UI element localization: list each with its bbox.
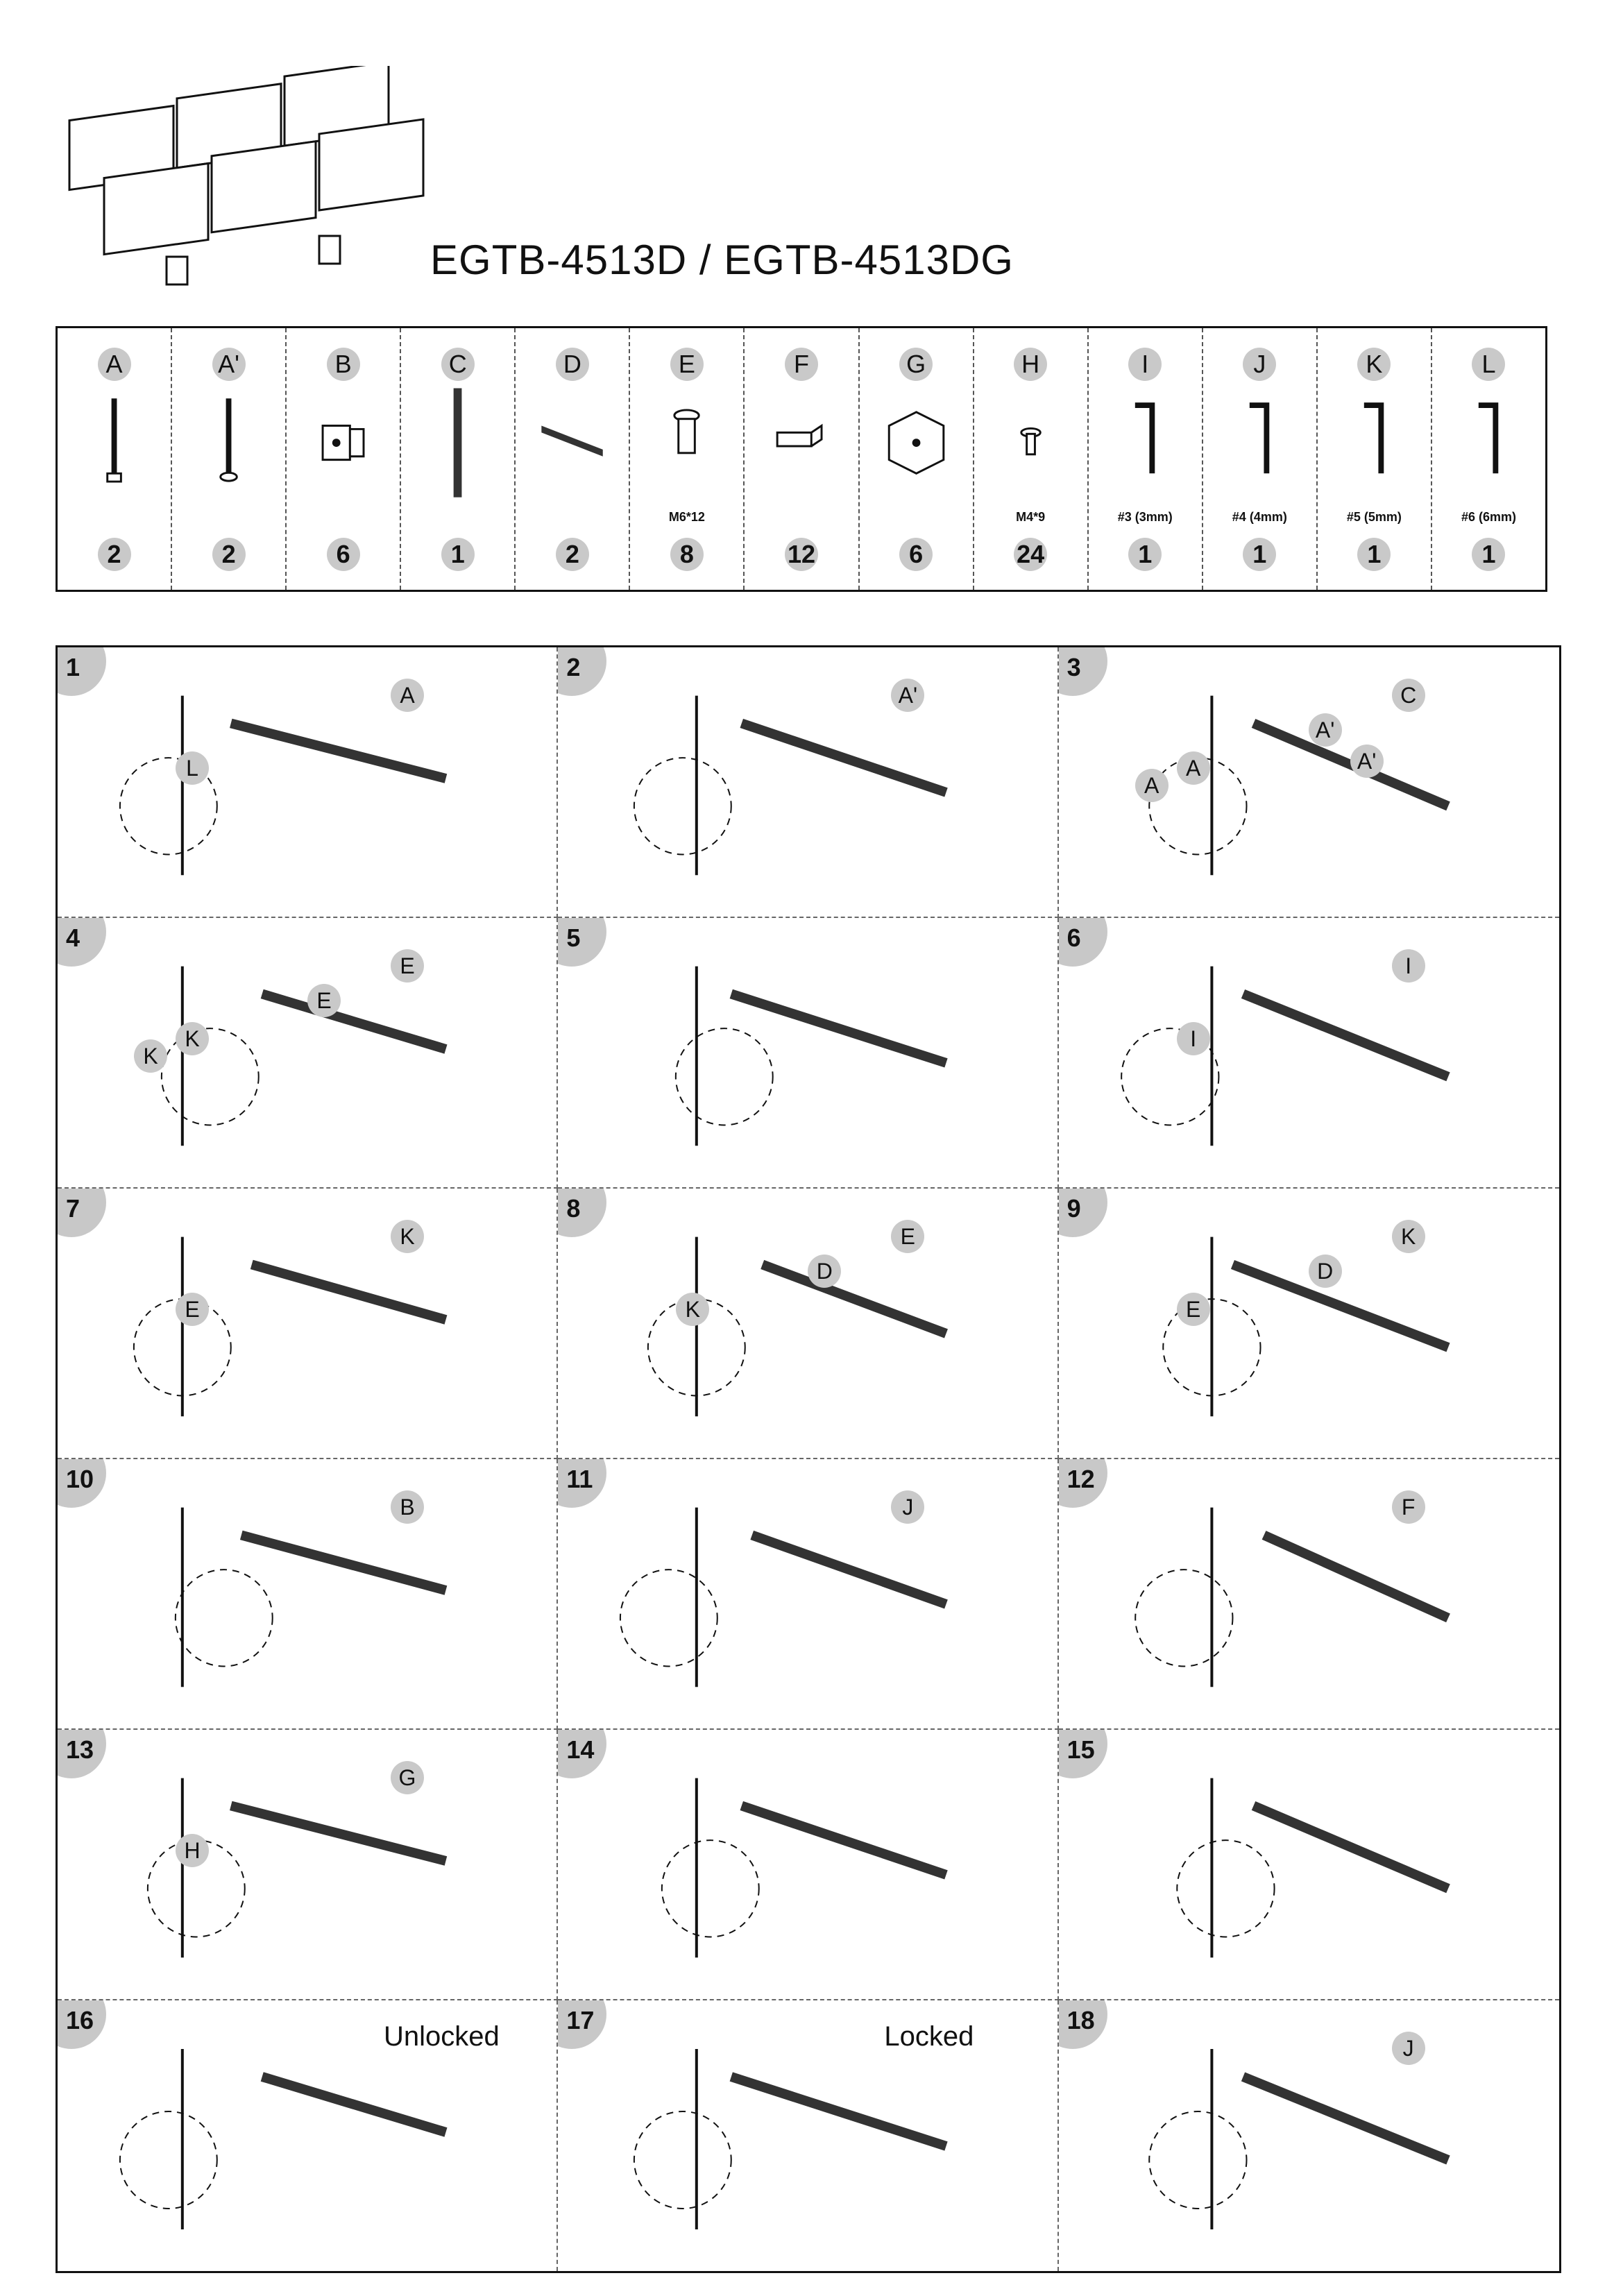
part-column bbox=[516, 328, 630, 590]
part-letter: G bbox=[899, 348, 933, 381]
step-number: 7 bbox=[66, 1194, 80, 1223]
grommet-pole-icon bbox=[172, 384, 285, 509]
part-column bbox=[287, 328, 401, 590]
step-panel bbox=[1059, 2000, 1559, 2271]
cable-clip-icon bbox=[745, 384, 858, 509]
step-panel bbox=[558, 2000, 1058, 2271]
part-callout: A' bbox=[1309, 713, 1342, 747]
part-quantity: 2 bbox=[212, 538, 246, 571]
step-panel bbox=[58, 1189, 558, 1459]
part-column bbox=[974, 328, 1089, 590]
step-number: 13 bbox=[66, 1735, 94, 1764]
hex-bolt-icon bbox=[630, 384, 743, 509]
step-panel bbox=[1059, 918, 1559, 1189]
step-panel bbox=[58, 2000, 558, 2271]
part-quantity: 1 bbox=[1243, 538, 1276, 571]
part-letter: A bbox=[98, 348, 131, 381]
hex-key-icon bbox=[1432, 384, 1545, 509]
part-letter: C bbox=[441, 348, 475, 381]
part-callout: I bbox=[1177, 1022, 1210, 1055]
step-illustration bbox=[558, 2000, 1057, 2271]
part-callout: K bbox=[1392, 1220, 1425, 1253]
step-illustration bbox=[558, 918, 1057, 1187]
step-number: 1 bbox=[66, 653, 80, 681]
short-rail-icon bbox=[516, 384, 629, 509]
part-column bbox=[401, 328, 516, 590]
step-number: 12 bbox=[1067, 1465, 1095, 1493]
step-illustration bbox=[558, 647, 1057, 917]
part-column bbox=[1203, 328, 1318, 590]
step-illustration bbox=[1059, 2000, 1559, 2271]
step-panel bbox=[58, 1730, 558, 2000]
part-quantity: 1 bbox=[1472, 538, 1505, 571]
step-illustration bbox=[1059, 918, 1559, 1187]
step-panel bbox=[558, 1189, 1058, 1459]
part-callout: E bbox=[891, 1220, 924, 1253]
step-number: 3 bbox=[1067, 653, 1081, 681]
part-spec: M4*9 bbox=[1016, 510, 1046, 524]
part-callout: F bbox=[1392, 1490, 1425, 1524]
step-panel bbox=[1059, 1459, 1559, 1730]
part-spec: #5 (5mm) bbox=[1346, 510, 1402, 524]
step-number: 10 bbox=[66, 1465, 94, 1493]
clamp-pole-icon bbox=[58, 384, 171, 509]
part-callout: A bbox=[391, 679, 424, 712]
part-quantity: 6 bbox=[899, 538, 933, 571]
step-panel bbox=[558, 1459, 1058, 1730]
lock-status-label: Locked bbox=[884, 2021, 974, 2052]
part-quantity: 24 bbox=[1014, 538, 1047, 571]
product-title: EGTB-4513D / EGTB-4513DG bbox=[430, 237, 1014, 283]
step-panel bbox=[558, 647, 1058, 918]
part-callout: I bbox=[1392, 949, 1425, 983]
part-column bbox=[1318, 328, 1432, 590]
part-column bbox=[1432, 328, 1545, 590]
part-callout: E bbox=[176, 1293, 209, 1326]
part-letter: H bbox=[1014, 348, 1047, 381]
step-illustration bbox=[558, 1189, 1057, 1458]
step-number: 15 bbox=[1067, 1735, 1095, 1764]
part-callout: K bbox=[176, 1022, 209, 1055]
part-callout: C bbox=[1392, 679, 1425, 712]
part-callout: A' bbox=[1350, 745, 1384, 778]
part-spec: #4 (4mm) bbox=[1232, 510, 1287, 524]
part-letter: J bbox=[1243, 348, 1276, 381]
part-callout: K bbox=[134, 1039, 167, 1073]
hex-key-icon bbox=[1203, 384, 1316, 509]
step-number: 9 bbox=[1067, 1194, 1081, 1223]
part-quantity: 6 bbox=[327, 538, 360, 571]
part-quantity: 2 bbox=[556, 538, 589, 571]
step-number: 18 bbox=[1067, 2006, 1095, 2034]
step-illustration bbox=[58, 1189, 556, 1458]
part-letter: B bbox=[327, 348, 360, 381]
lock-status-label: Unlocked bbox=[384, 2021, 500, 2052]
hex-key-icon bbox=[1318, 384, 1431, 509]
step-illustration bbox=[58, 647, 556, 917]
step-panel bbox=[1059, 1730, 1559, 2000]
step-number: 17 bbox=[566, 2006, 595, 2034]
step-panel bbox=[58, 1459, 558, 1730]
step-panel bbox=[558, 918, 1058, 1189]
part-callout: E bbox=[307, 984, 341, 1017]
part-quantity: 12 bbox=[785, 538, 818, 571]
part-column bbox=[745, 328, 859, 590]
part-letter: K bbox=[1357, 348, 1391, 381]
part-quantity: 1 bbox=[1128, 538, 1162, 571]
step-panel bbox=[558, 1730, 1058, 2000]
part-quantity: 8 bbox=[670, 538, 704, 571]
part-letter: E bbox=[670, 348, 704, 381]
step-illustration bbox=[1059, 1459, 1559, 1728]
part-callout: J bbox=[891, 1490, 924, 1524]
part-callout: H bbox=[176, 1834, 209, 1867]
part-column bbox=[860, 328, 974, 590]
long-rail-icon bbox=[401, 384, 514, 509]
part-callout: D bbox=[1309, 1255, 1342, 1288]
part-callout: K bbox=[391, 1220, 424, 1253]
part-callout: L bbox=[176, 751, 209, 785]
step-panel bbox=[1059, 1189, 1559, 1459]
part-spec: #6 (6mm) bbox=[1461, 510, 1516, 524]
step-illustration bbox=[58, 1730, 556, 1999]
step-number: 14 bbox=[566, 1735, 595, 1764]
step-illustration bbox=[558, 1730, 1057, 1999]
part-column bbox=[58, 328, 172, 590]
assembly-steps bbox=[56, 645, 1561, 2273]
step-illustration bbox=[1059, 1730, 1559, 1999]
part-callout: A bbox=[1177, 751, 1210, 785]
step-illustration bbox=[1059, 647, 1559, 917]
step-panel bbox=[58, 918, 558, 1189]
tilt-bracket-icon bbox=[287, 384, 400, 509]
part-letter: L bbox=[1472, 348, 1505, 381]
vesa-plate-icon bbox=[860, 384, 973, 509]
step-number: 16 bbox=[66, 2006, 94, 2034]
step-illustration bbox=[558, 1459, 1057, 1728]
part-column bbox=[1089, 328, 1203, 590]
step-illustration bbox=[58, 1459, 556, 1728]
part-letter: F bbox=[785, 348, 818, 381]
part-callout: E bbox=[391, 949, 424, 983]
part-spec: M6*12 bbox=[668, 510, 705, 524]
hex-key-icon bbox=[1089, 384, 1202, 509]
step-illustration bbox=[58, 918, 556, 1187]
part-quantity: 1 bbox=[441, 538, 475, 571]
part-callout: D bbox=[808, 1255, 841, 1288]
step-number: 5 bbox=[566, 924, 581, 952]
part-callout: B bbox=[391, 1490, 424, 1524]
part-callout: K bbox=[676, 1293, 709, 1326]
screw-icon bbox=[974, 384, 1087, 509]
part-callout: G bbox=[391, 1761, 424, 1794]
step-panel bbox=[58, 647, 558, 918]
part-column bbox=[172, 328, 287, 590]
step-number: 8 bbox=[566, 1194, 581, 1223]
part-letter: D bbox=[556, 348, 589, 381]
part-callout: A bbox=[1135, 769, 1169, 802]
step-number: 6 bbox=[1067, 924, 1081, 952]
part-callout: J bbox=[1392, 2032, 1425, 2065]
part-column bbox=[630, 328, 745, 590]
parts-list bbox=[56, 326, 1547, 592]
part-quantity: 2 bbox=[98, 538, 131, 571]
step-illustration bbox=[1059, 1189, 1559, 1458]
part-spec: #3 (3mm) bbox=[1117, 510, 1173, 524]
part-letter: I bbox=[1128, 348, 1162, 381]
step-number: 2 bbox=[566, 653, 581, 681]
step-panel bbox=[1059, 647, 1559, 918]
part-callout: A' bbox=[891, 679, 924, 712]
step-number: 4 bbox=[66, 924, 80, 952]
part-letter: A' bbox=[212, 348, 246, 381]
step-number: 11 bbox=[566, 1465, 593, 1493]
hero-monitors-illustration bbox=[62, 66, 451, 302]
part-callout: E bbox=[1177, 1293, 1210, 1326]
part-quantity: 1 bbox=[1357, 538, 1391, 571]
